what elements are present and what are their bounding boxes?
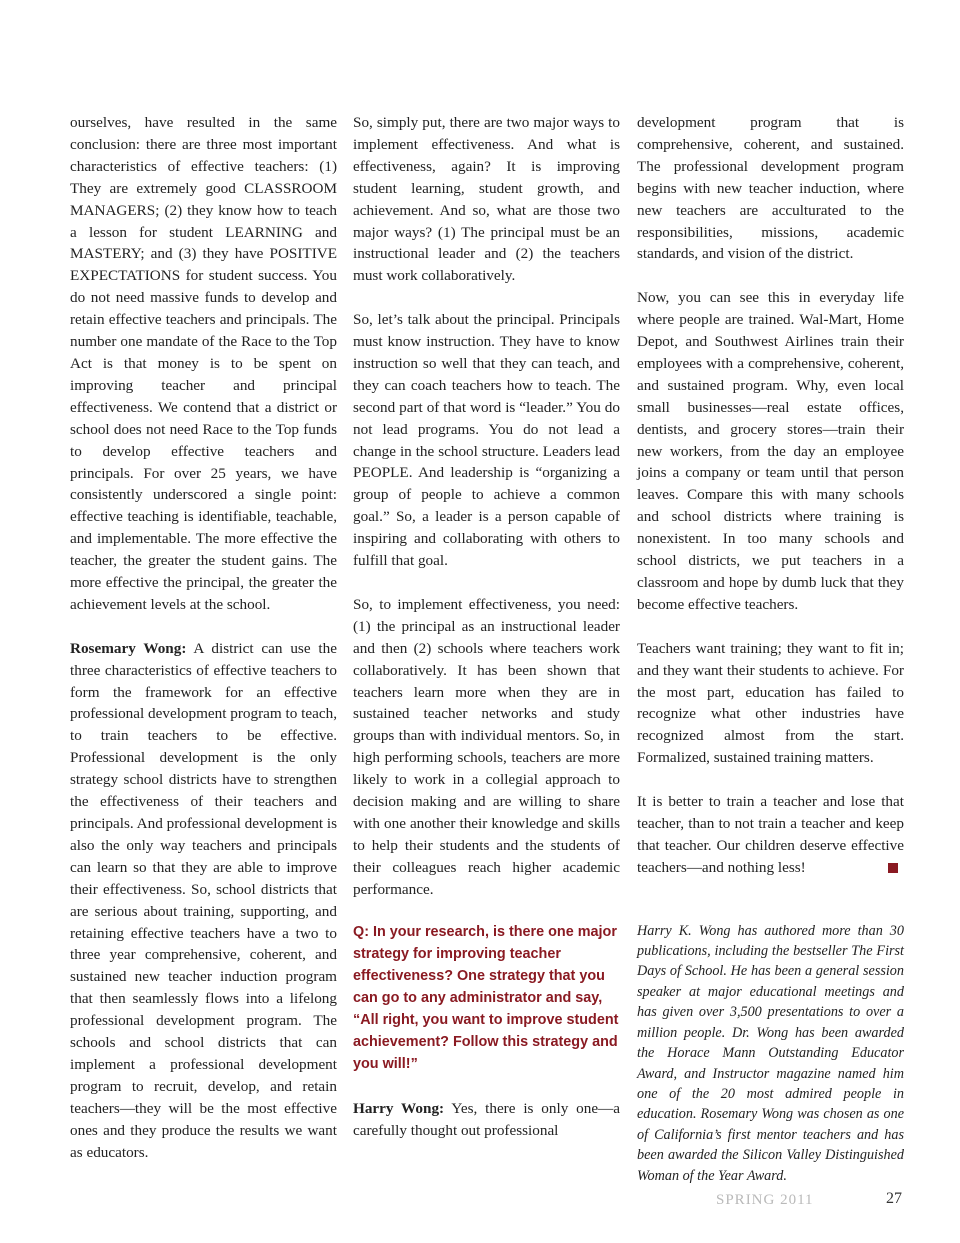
interview-question: Q: In your research, is there one major strategy for improving teacher effectiveness? One strategy that you can go to any administrator and say, “All right, you want to improve student achievement? Follow this strategy and you will!” <box>353 924 619 1072</box>
paragraph: development program that is comprehensive, coherent, and sustained. The professional development program begins with new teacher induction, where new teachers are acculturated to the responsibilities, missions, academic standards, and vision of the district. <box>637 114 904 263</box>
article-column-2 <box>353 112 620 1142</box>
end-of-article-icon <box>888 863 898 873</box>
paragraph <box>70 638 337 1164</box>
paragraph: So, let’s talk about the principal. Principals must know instruction. They have to know instruction so well that they can teach, and they can coach teachers how to teach. The second part of that word is “leader.” You do not lead programs. You do not lead a change in the school structure. Leaders lead PEOPLE. And leadership is “organizing a group of people to achieve a common goal.” So, a leader is a person capable of inspiring and collaborating with others to fulfill that goal. <box>353 311 620 570</box>
paragraph: Now, you can see this in everyday life where people are trained. Wal-Mart, Home Depot, and Southwest Airlines train their employees with a comprehensive, coherent, and sustained program. Why, even local small businesses—real estate offices, dentists, and grocery stores—train their new workers, from the day an employee joins a company or team until that person leaves. Compare this with many schools and school districts where training is nonexistent. In too many schools and school districts, we put teachers in a classroom and hope by dumb luck that they become effective teachers. <box>637 289 904 613</box>
paragraph <box>353 1098 620 1142</box>
speaker-name: Rosemary Wong: <box>70 639 187 657</box>
page-number: 27 <box>886 1190 902 1207</box>
paragraph-text: It is better to train a teacher and lose that teacher, than to not train a teacher and keep that teacher. Our children deserve effective teachers—and nothing less! <box>637 793 904 876</box>
paragraph: ourselves, have resulted in the same conclusion: there are three most important characteristics of effective teachers: (1) They are extremely good CLASSROOM MANAGERS; (2) they know how to teach a lesson for student LEARNING and MASTERY; and (3) they have POSITIVE EXPECTATIONS for student success. You do not need massive funds to develop and retain effective teachers and principals. The number one mandate of the Race to the Top Act is that money is to be spent on improving teacher and principal effectiveness. We contend that a district or school does not need Race to the Top funds to develop effective teachers and principals. For over 25 years, we have consistently underscored a single point: effective teaching is identifiable, teachable, and implementable. The more effective the teacher, the greater the student gains. The more effective the principal, the greater the achievement levels at the school. <box>70 114 337 613</box>
paragraph: Teachers want training; they want to fit in; and they want their students to achieve. For the most part, education has failed to recognize what other industries have recognized almost from the start. Formalized, sustained training matters. <box>637 639 904 767</box>
paragraph: So, simply put, there are two major ways to implement effectiveness. And what is effectiveness, again? It is improving student learning, student growth, and achievement. And so, what are those two major ways? (1) The principal must be an instructional leader and (2) the teachers must work collaboratively. <box>353 114 620 285</box>
paragraph <box>637 791 904 879</box>
issue-season: SPRING 2011 <box>716 1192 814 1208</box>
author-bio: Harry K. Wong has authored more than 30 publications, including the bestseller The First Days of School. He has been a general session speaker at major educational meetings and has given over 3,500 presentations to over a million people. Dr. Wong has been awarded the Horace Mann Outstanding Educator Award, and Instructor magazine named him one of the 20 most admired people in education. Rosemary Wong was chosen as one of California’s first mentor teachers and has been awarded the Silicon Valley Distinguished Woman of the Year Award. <box>637 922 904 1184</box>
article-column-3 <box>637 112 904 1186</box>
paragraph-text: Yes, there is only one—a carefully thought out professional <box>353 1099 621 1139</box>
paragraph: So, to implement effectiveness, you need: (1) the principal as an instructional leader and then (2) schools where teachers work collaboratively. It has been shown that teachers learn more when they are in sustained teacher networks and study groups than with individual mentors. So, in high performing schools, teachers are more likely to work in a collegial approach to decision making and are willing to share with one another their knowledge and skills to help their students and the students of their colleagues reach higher academic performance. <box>353 595 620 898</box>
speaker-name: Harry Wong: <box>353 1099 445 1117</box>
paragraph-text: A district can use the three characteristics of effective teachers to form the framework for an effective professional development program to teach, to train teachers to be effective. Professional development is the only strategy school districts have to strengthen the effectiveness of their teachers and principals. And professional development is also the only way teachers and principals can learn so that they are able to improve their effectiveness. So, school districts that are serious about training, supporting, and retaining effective teachers have a two to three year comprehensive, coherent, and sustained new teacher induction program that then seamlessly flows into a lifelong professional development program. The schools and school districts that can implement a professional development program to recruit, develop, and retain teachers—they will be the most effective ones and they produce the results we want as educators. <box>70 639 337 1161</box>
article-column-1 <box>70 112 337 1163</box>
